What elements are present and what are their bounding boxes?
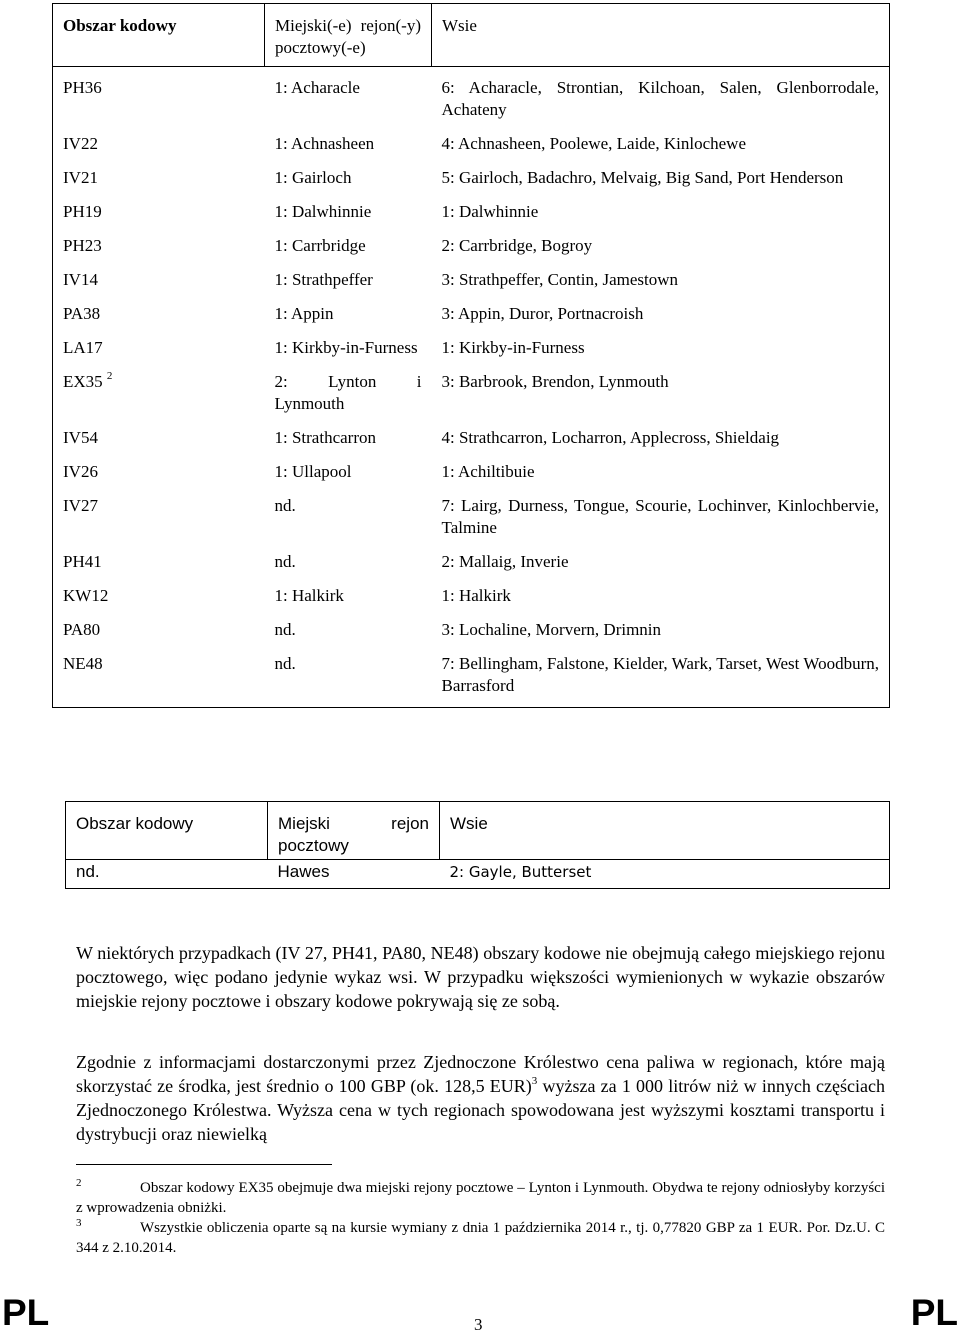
page-number: 3 (474, 1315, 483, 1334)
cell-villages: 3: Barbrook, Brendon, Lynmouth (441, 372, 669, 391)
cell-villages: 2: Carrbridge, Bogroy (441, 236, 593, 255)
cell-district: 1: Achnasheen (274, 134, 375, 153)
cell-villages: 1: Achiltibuie (441, 462, 535, 481)
footnote-ref: 2 (106, 370, 113, 383)
footnote-3: 3 Wszystkie obliczenia oparte są na kursie wymiany z dnia 1 października 2014 r., tj. 0,77820 GBP za 1 EUR. Por. Dz.U. C 344 z 2.10.2014. (76, 1217, 885, 1256)
cell-area (53, 235, 265, 269)
cell-area (53, 619, 265, 653)
paragraph-2-text-a: Zgodnie z informacjami dostarczonymi przez Zjednoczone Królestwo cena paliwa w regionach, które mają skorzystać ze środka, jest średnio o 100 GBP (ok. 128,5 EUR) (76, 1052, 885, 1096)
cell-villages: 2: Mallaig, Inverie (441, 552, 569, 571)
area-code: EX35 (63, 372, 103, 391)
area-code: IV54 (63, 428, 98, 447)
table-row (53, 167, 890, 201)
postal-area-table (52, 3, 890, 708)
area-code: IV26 (63, 462, 98, 481)
area-code: PH19 (63, 202, 102, 221)
cell-district: 1: Kirkby-in-Furness (274, 338, 418, 357)
area-code: PH23 (63, 236, 102, 255)
header-area: Obszar kodowy (53, 4, 265, 67)
cell-area (53, 167, 265, 201)
cell-villages: 4: Strathcarron, Locharron, Applecross, Shieldaig (441, 428, 780, 447)
area-code: KW12 (63, 586, 109, 605)
cell-district: Hawes (277, 862, 330, 881)
cell-villages: 1: Dalwhinnie (441, 202, 539, 221)
header-villages: Wsie (440, 802, 890, 860)
table-row (53, 619, 890, 653)
table-row (53, 551, 890, 585)
cell-area (53, 133, 265, 167)
table-row (53, 427, 890, 461)
area-code: PA38 (63, 304, 101, 323)
table-row (53, 653, 890, 708)
cell-villages: 2: Gayle, Butterset (449, 863, 592, 881)
footnote-2: 2 Obszar kodowy EX35 obejmuje dwa miejski rejony pocztowe – Lynton i Lynmouth. Obydwa te rejony odniosłyby korzyści z wprowadzenia obniżki. (76, 1177, 885, 1216)
cell-villages: 6: Acharacle, Strontian, Kilchoan, Salen, Glenborrodale, Achateny (441, 78, 879, 119)
cell-area (53, 371, 265, 427)
table-body (53, 67, 890, 708)
hawes-table (65, 801, 890, 889)
table-row (53, 585, 890, 619)
cell-district: 1: Dalwhinnie (274, 202, 372, 221)
area-code: PH41 (63, 552, 102, 571)
cell-district: 1: Halkirk (274, 586, 344, 605)
table-header-row (53, 4, 890, 67)
area-code: IV22 (63, 134, 98, 153)
cell-area (53, 427, 265, 461)
table-row (66, 860, 890, 889)
cell-district: 1: Appin (274, 304, 334, 323)
table-row (53, 461, 890, 495)
language-code-right: PL (910, 1292, 958, 1333)
cell-area: nd. (76, 862, 100, 881)
table-row (53, 201, 890, 235)
area-code: PA80 (63, 620, 101, 639)
header-villages: Wsie (432, 4, 890, 67)
cell-district: 1: Strathpeffer (274, 270, 373, 289)
cell-area (53, 585, 265, 619)
cell-district: 1: Ullapool (274, 462, 352, 481)
cell-district: nd. (274, 654, 296, 673)
header-area: Obszar kodowy (66, 802, 268, 860)
cell-district: nd. (274, 552, 296, 571)
cell-area (53, 67, 265, 134)
cell-district: 1: Carrbridge (274, 236, 366, 255)
cell-area (53, 495, 265, 551)
cell-area (53, 551, 265, 585)
table-row (53, 495, 890, 551)
cell-villages: 3: Appin, Duror, Portnacroish (441, 304, 644, 323)
footnote-separator (76, 1164, 332, 1165)
table-row (53, 269, 890, 303)
language-code-left: PL (2, 1292, 50, 1333)
header-district: Miejski(-e) rejon(-y) pocztowy(-e) (265, 4, 432, 67)
cell-area (53, 269, 265, 303)
area-code: IV14 (63, 270, 98, 289)
cell-district: 1: Acharacle (274, 78, 360, 97)
cell-district: nd. (274, 496, 296, 515)
cell-villages: 3: Lochaline, Morvern, Drimnin (441, 620, 662, 639)
table-row (53, 235, 890, 269)
area-code: LA17 (63, 338, 103, 357)
table-row (53, 67, 890, 134)
cell-area (53, 461, 265, 495)
paragraph-2-text-b: wyższa za 1 000 litrów niż w innych częściach Zjednoczonego Królestwa. Wyższa cena w tych regionach spowodowana jest wyższymi kosztami transportu i dystrybucji oraz niewielką (76, 1076, 885, 1144)
table-row (53, 303, 890, 337)
paragraph-1: W niektórych przypadkach (IV 27, PH41, PA80, NE48) obszary kodowe nie obejmują całego miejskiego rejonu pocztowego, więc podano jedynie wykaz wsi. W przypadku większości wymienionych w wykazie obszarów miejskie rejony pocztowe i obszary kodowe pokrywają się ze sobą. (76, 943, 885, 1011)
cell-area (53, 303, 265, 337)
cell-district: 2: Lynton i Lynmouth (274, 372, 422, 413)
cell-area (53, 653, 265, 708)
footnote-ref-3: 3 (531, 1075, 538, 1087)
cell-villages: 7: Lairg, Durness, Tongue, Scourie, Lochinver, Kinlochbervie, Talmine (441, 496, 879, 537)
cell-villages: 1: Kirkby-in-Furness (441, 338, 585, 357)
table-row (53, 371, 890, 427)
cell-villages: 5: Gairloch, Badachro, Melvaig, Big Sand, Port Henderson (441, 168, 844, 187)
header-district: Miejski rejon pocztowy (268, 802, 440, 860)
footnote-text: Wszystkie obliczenia oparte są na kursie wymiany z dnia 1 października 2014 r., tj. 0,77820 GBP za 1 EUR. Por. Dz.U. C 344 z 2.10.2014. (76, 1220, 885, 1256)
cell-district: 1: Gairloch (274, 168, 352, 187)
cell-villages: 3: Strathpeffer, Contin, Jamestown (441, 270, 678, 289)
area-code: NE48 (63, 654, 103, 673)
cell-district: nd. (274, 620, 296, 639)
area-code: IV27 (63, 496, 98, 515)
table-row (53, 337, 890, 371)
table-header-row (66, 802, 890, 860)
area-code: IV21 (63, 168, 98, 187)
table-row (53, 133, 890, 167)
paragraph-2 (76, 1050, 885, 1146)
cell-district: 1: Strathcarron (274, 428, 376, 447)
cell-villages: 4: Achnasheen, Poolewe, Laide, Kinlochewe (441, 134, 746, 153)
cell-villages: 7: Bellingham, Falstone, Kielder, Wark, Tarset, West Woodburn, Barrasford (441, 654, 879, 695)
area-code: PH36 (63, 78, 102, 97)
cell-area (53, 337, 265, 371)
cell-area (53, 201, 265, 235)
cell-villages: 1: Halkirk (441, 586, 511, 605)
footnote-text: Obszar kodowy EX35 obejmuje dwa miejski rejony pocztowe – Lynton i Lynmouth. Obydwa te rejony odniosłyby korzyści z wprowadzenia obniżki. (76, 1180, 885, 1216)
